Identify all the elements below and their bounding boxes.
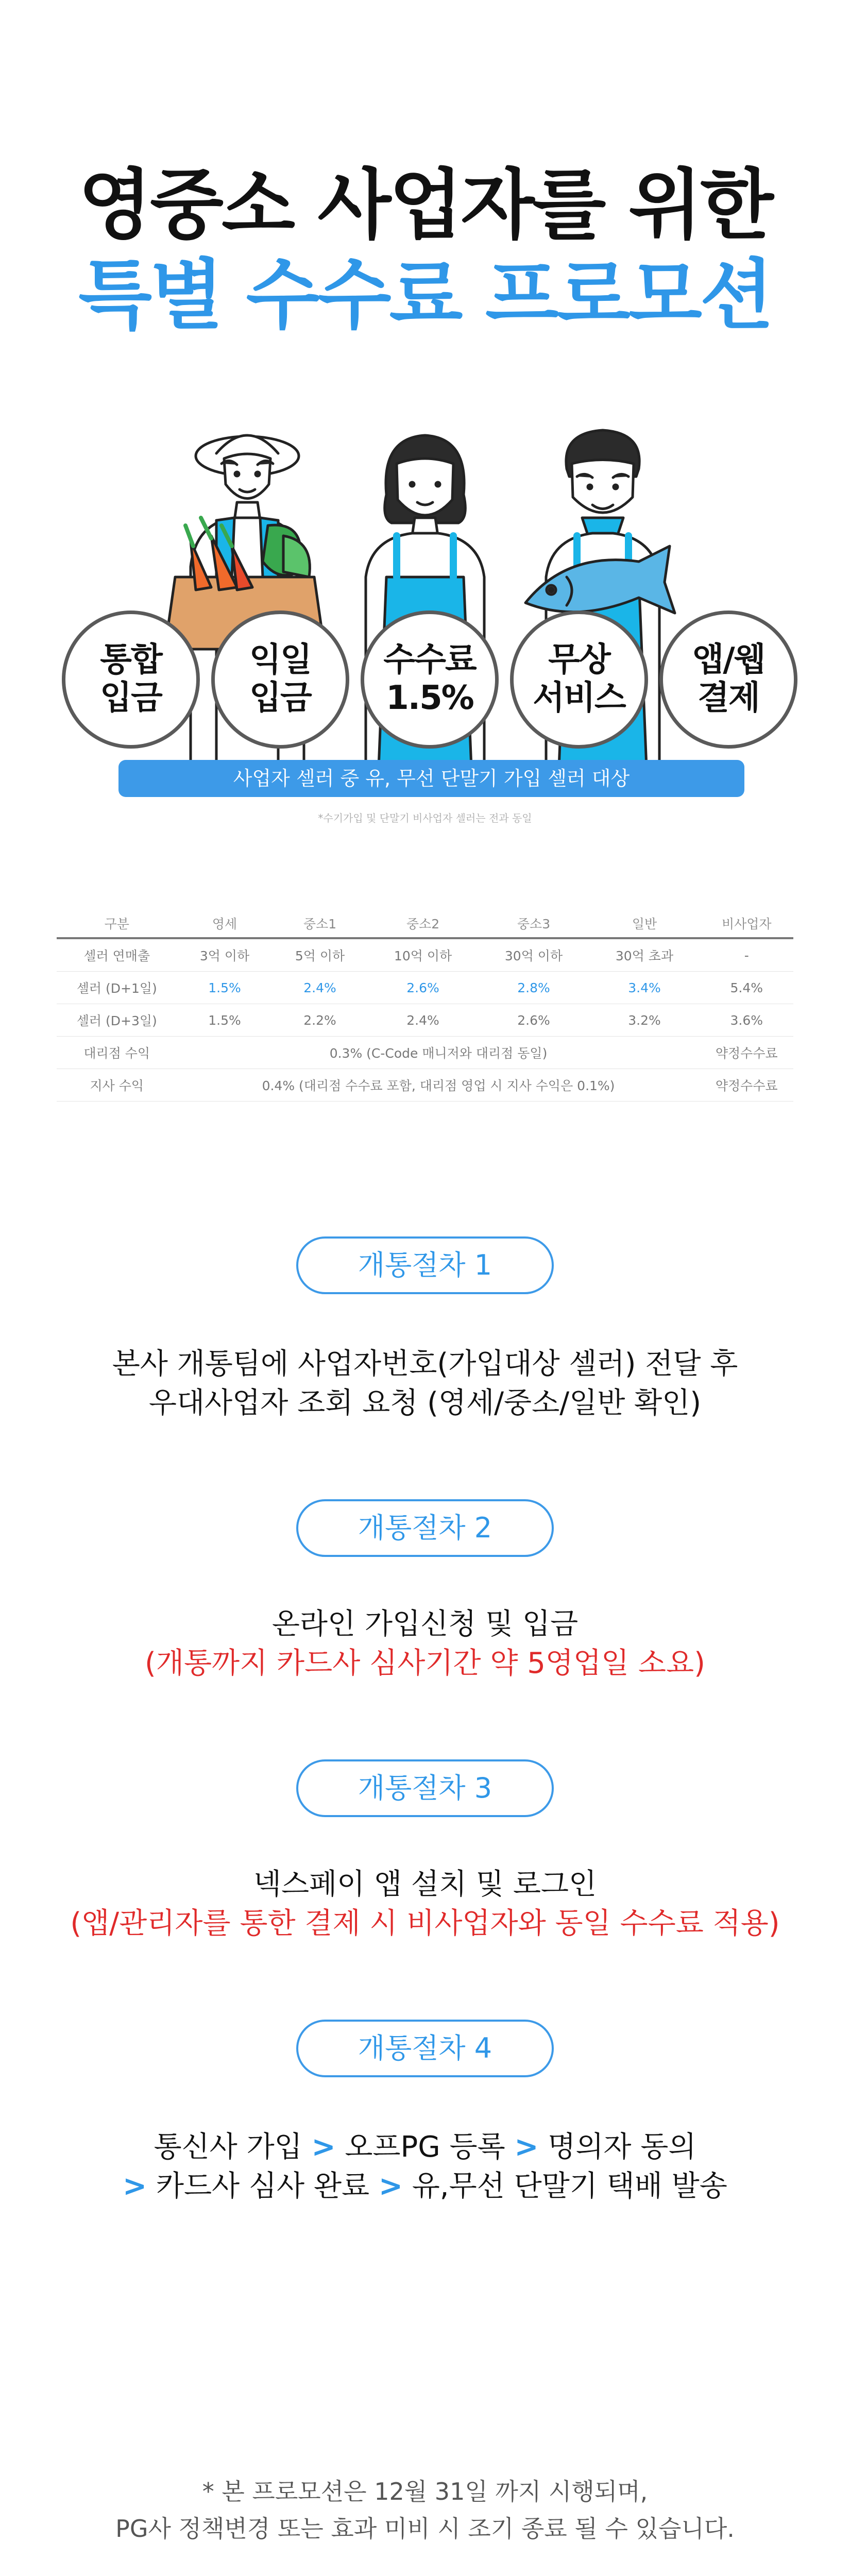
table-cell: 2.6% [479, 1004, 589, 1037]
arrow-right-icon: > [123, 2170, 147, 2203]
step-4-label: 개통절차 4 [296, 2020, 554, 2077]
table-cell: 셀러 (D+1일) [57, 972, 177, 1004]
step-note-red: (앱/관리자를 통한 결제 시 비사업자와 동일 수수료 적용) [70, 1907, 780, 1940]
step-text-line [0, 2167, 850, 2206]
step-text-line: 넥스페이 앱 설치 및 로그인 [253, 1868, 597, 1901]
table-row [57, 1069, 793, 1101]
table-cell: 10억 이하 [368, 938, 479, 972]
header-non-business: 비사업자 [700, 909, 793, 938]
step-text-line: 온라인 가입신청 및 입금 [271, 1607, 579, 1641]
table-cell: 셀러 (D+3일) [57, 1004, 177, 1037]
table-cell: 0.4% (대리점 수수료 포함, 대리점 영업 시 지사 수익은 0.1%) [177, 1069, 700, 1101]
step-note-red: (개통까지 카드사 심사기간 약 5영업일 소요) [145, 1647, 705, 1680]
feature-next-day [211, 611, 349, 749]
step-item: 오프PG 등록 [345, 2130, 505, 2164]
footer-line: * 본 프로모션은 12월 31일 까지 시행되며, [202, 2478, 648, 2505]
table-cell: 2.4% [273, 972, 368, 1004]
table-cell: 1.5% [177, 972, 273, 1004]
header-mid2: 중소2 [368, 909, 479, 938]
table-row [57, 938, 793, 972]
step-item: 유,무선 단말기 택배 발송 [412, 2170, 727, 2203]
footer-notice [0, 2473, 850, 2547]
step-2-description [0, 1605, 850, 1683]
feature-label: 앱/웹 결제 [692, 641, 765, 717]
footer-line: PG사 정책변경 또는 효과 미비 시 조기 종료 될 수 있습니다. [115, 2515, 735, 2543]
step-2-label: 개통절차 2 [296, 1499, 554, 1557]
step-item: 통신사 가입 [154, 2130, 302, 2164]
table-row [57, 1037, 793, 1069]
table-row [57, 1004, 793, 1037]
table-cell: 3.6% [700, 1004, 793, 1037]
table-cell: 2.2% [273, 1004, 368, 1037]
feature-label: 수수료 1.5% [383, 641, 476, 717]
footnote: *수기가입 및 단말기 비사업자 셀러는 전과 동일 [318, 812, 532, 824]
step-1-description [0, 1345, 850, 1423]
step-item: 명의자 동의 [548, 2130, 696, 2164]
step-text-line [0, 2128, 850, 2167]
table-cell: 3.2% [589, 1004, 700, 1037]
arrow-right-icon: > [311, 2130, 336, 2164]
step-text-line: 우대사업자 조회 요청 (영세/중소/일반 확인) [148, 1386, 702, 1420]
table-cell: 약정수수료 [700, 1069, 793, 1101]
feature-label: 통합 입금 [100, 641, 162, 717]
header-general: 일반 [589, 909, 700, 938]
table-cell: 30억 이하 [479, 938, 589, 972]
step-1-label: 개통절차 1 [296, 1236, 554, 1294]
table-row [57, 972, 793, 1004]
table-cell: 3억 이하 [177, 938, 273, 972]
step-3-label: 개통절차 3 [296, 1759, 554, 1817]
feature-app-web-payment [659, 611, 797, 749]
table-cell: 5억 이하 [273, 938, 368, 972]
table-cell: 3.4% [589, 972, 700, 1004]
table-cell: 셀러 연매출 [57, 938, 177, 972]
step-text-line: 본사 개통팀에 사업자번호(가입대상 셀러) 전달 후 [112, 1347, 738, 1381]
feature-label: 익일 입금 [249, 641, 311, 717]
step-4-description [0, 2128, 850, 2206]
table-cell: 1.5% [177, 1004, 273, 1037]
table-cell: 30억 초과 [589, 938, 700, 972]
page-title: 영중소 사업자를 위한 [78, 161, 772, 249]
arrow-right-icon: > [514, 2130, 539, 2164]
feature-fee [361, 611, 499, 749]
feature-label: 무상 서비스 [533, 641, 625, 717]
step-item: 카드사 심사 완료 [156, 2170, 370, 2203]
header-mid3: 중소3 [479, 909, 589, 938]
arrow-right-icon: > [378, 2170, 403, 2203]
page-subtitle: 특별 수수료 프로모션 [78, 251, 772, 340]
table-cell: 대리점 수익 [57, 1037, 177, 1069]
table-cell: 0.3% (C-Code 매니저와 대리점 동일) [177, 1037, 700, 1069]
table-cell: 2.8% [479, 972, 589, 1004]
header-small: 영세 [177, 909, 273, 938]
table-cell: 5.4% [700, 972, 793, 1004]
step-3-description [0, 1865, 850, 1943]
fee-table [57, 909, 793, 1101]
feature-bank-transfer [62, 611, 200, 749]
table-header-row [57, 909, 793, 938]
table-cell: 약정수수료 [700, 1037, 793, 1069]
table-cell: 2.6% [368, 972, 479, 1004]
header-mid1: 중소1 [273, 909, 368, 938]
target-banner: 사업자 셀러 중 유, 무선 단말기 가입 셀러 대상 [118, 760, 744, 797]
table-cell: - [700, 938, 793, 972]
feature-free-service [510, 611, 648, 749]
table-cell: 2.4% [368, 1004, 479, 1037]
table-cell: 지사 수익 [57, 1069, 177, 1101]
header-category: 구분 [57, 909, 177, 938]
